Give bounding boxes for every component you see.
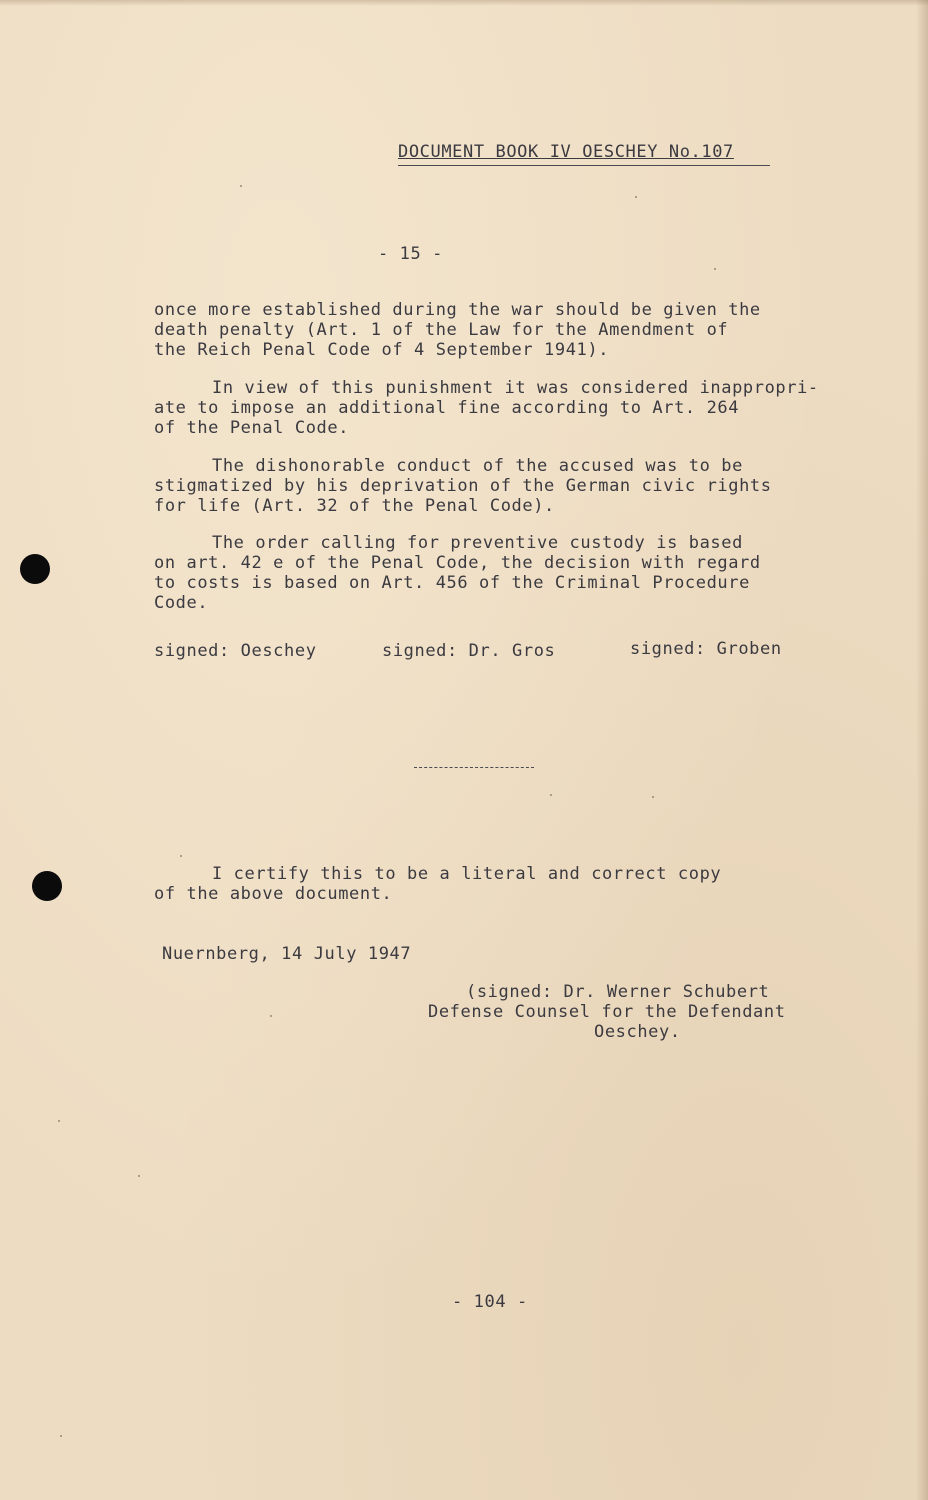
place-and-date: Nuernberg, 14 July 1947 [162,944,412,964]
paper-speck [550,794,552,796]
paper-speck [58,1120,60,1122]
paper-speck [60,1435,62,1437]
page-number: - 15 - [378,244,444,264]
paper-speck [270,1015,272,1017]
signature-oeschey: signed: Oeschey [154,641,317,661]
paper-speck [138,1175,140,1177]
punch-hole-upper [20,554,50,584]
punch-hole-lower [32,871,62,901]
paragraph-continuation: once more established during the war should be given the death penalty (Art. 1 of the Law for the Amendment of the Reich Penal Code of 4 September 1941). [154,300,761,360]
paper-speck [714,268,716,270]
paper-speck [180,855,182,857]
paragraph-fine: In view of this punishment it was considered inappropri- ate to impose an additional fine according to Art. 264 of the Penal Code. [154,378,819,438]
paper-edge-top [0,0,928,6]
footer-page-number: - 104 - [452,1292,528,1312]
paper-speck [635,196,637,198]
signature-gros: signed: Dr. Gros [382,641,556,661]
paper-speck [652,796,654,798]
paper-edge-right [916,0,928,1500]
paragraph-custody-costs: The order calling for preventive custody is based on art. 42 e of the Penal Code, the decision with regard to costs is based on Art. 456 of the Criminal Procedure Code. [154,533,761,613]
paragraph-civic-rights: The dishonorable conduct of the accused was to be stigmatized by his deprivation of the German civic rights for life (Art. 32 of the Penal Code). [154,456,772,516]
document-reference-header: DOCUMENT BOOK IV OESCHEY No.107 [398,142,734,162]
signer-defendant: Oeschey. [594,1022,681,1042]
paper-speck [240,185,242,187]
certification-statement: I certify this to be a literal and correct copy of the above document. [154,864,722,904]
signer-title: Defense Counsel for the Defendant [428,1002,786,1022]
section-separator [414,767,534,768]
signature-groben: signed: Groben [630,639,782,659]
signer-name: (signed: Dr. Werner Schubert [466,982,770,1002]
header-underline [398,165,770,166]
